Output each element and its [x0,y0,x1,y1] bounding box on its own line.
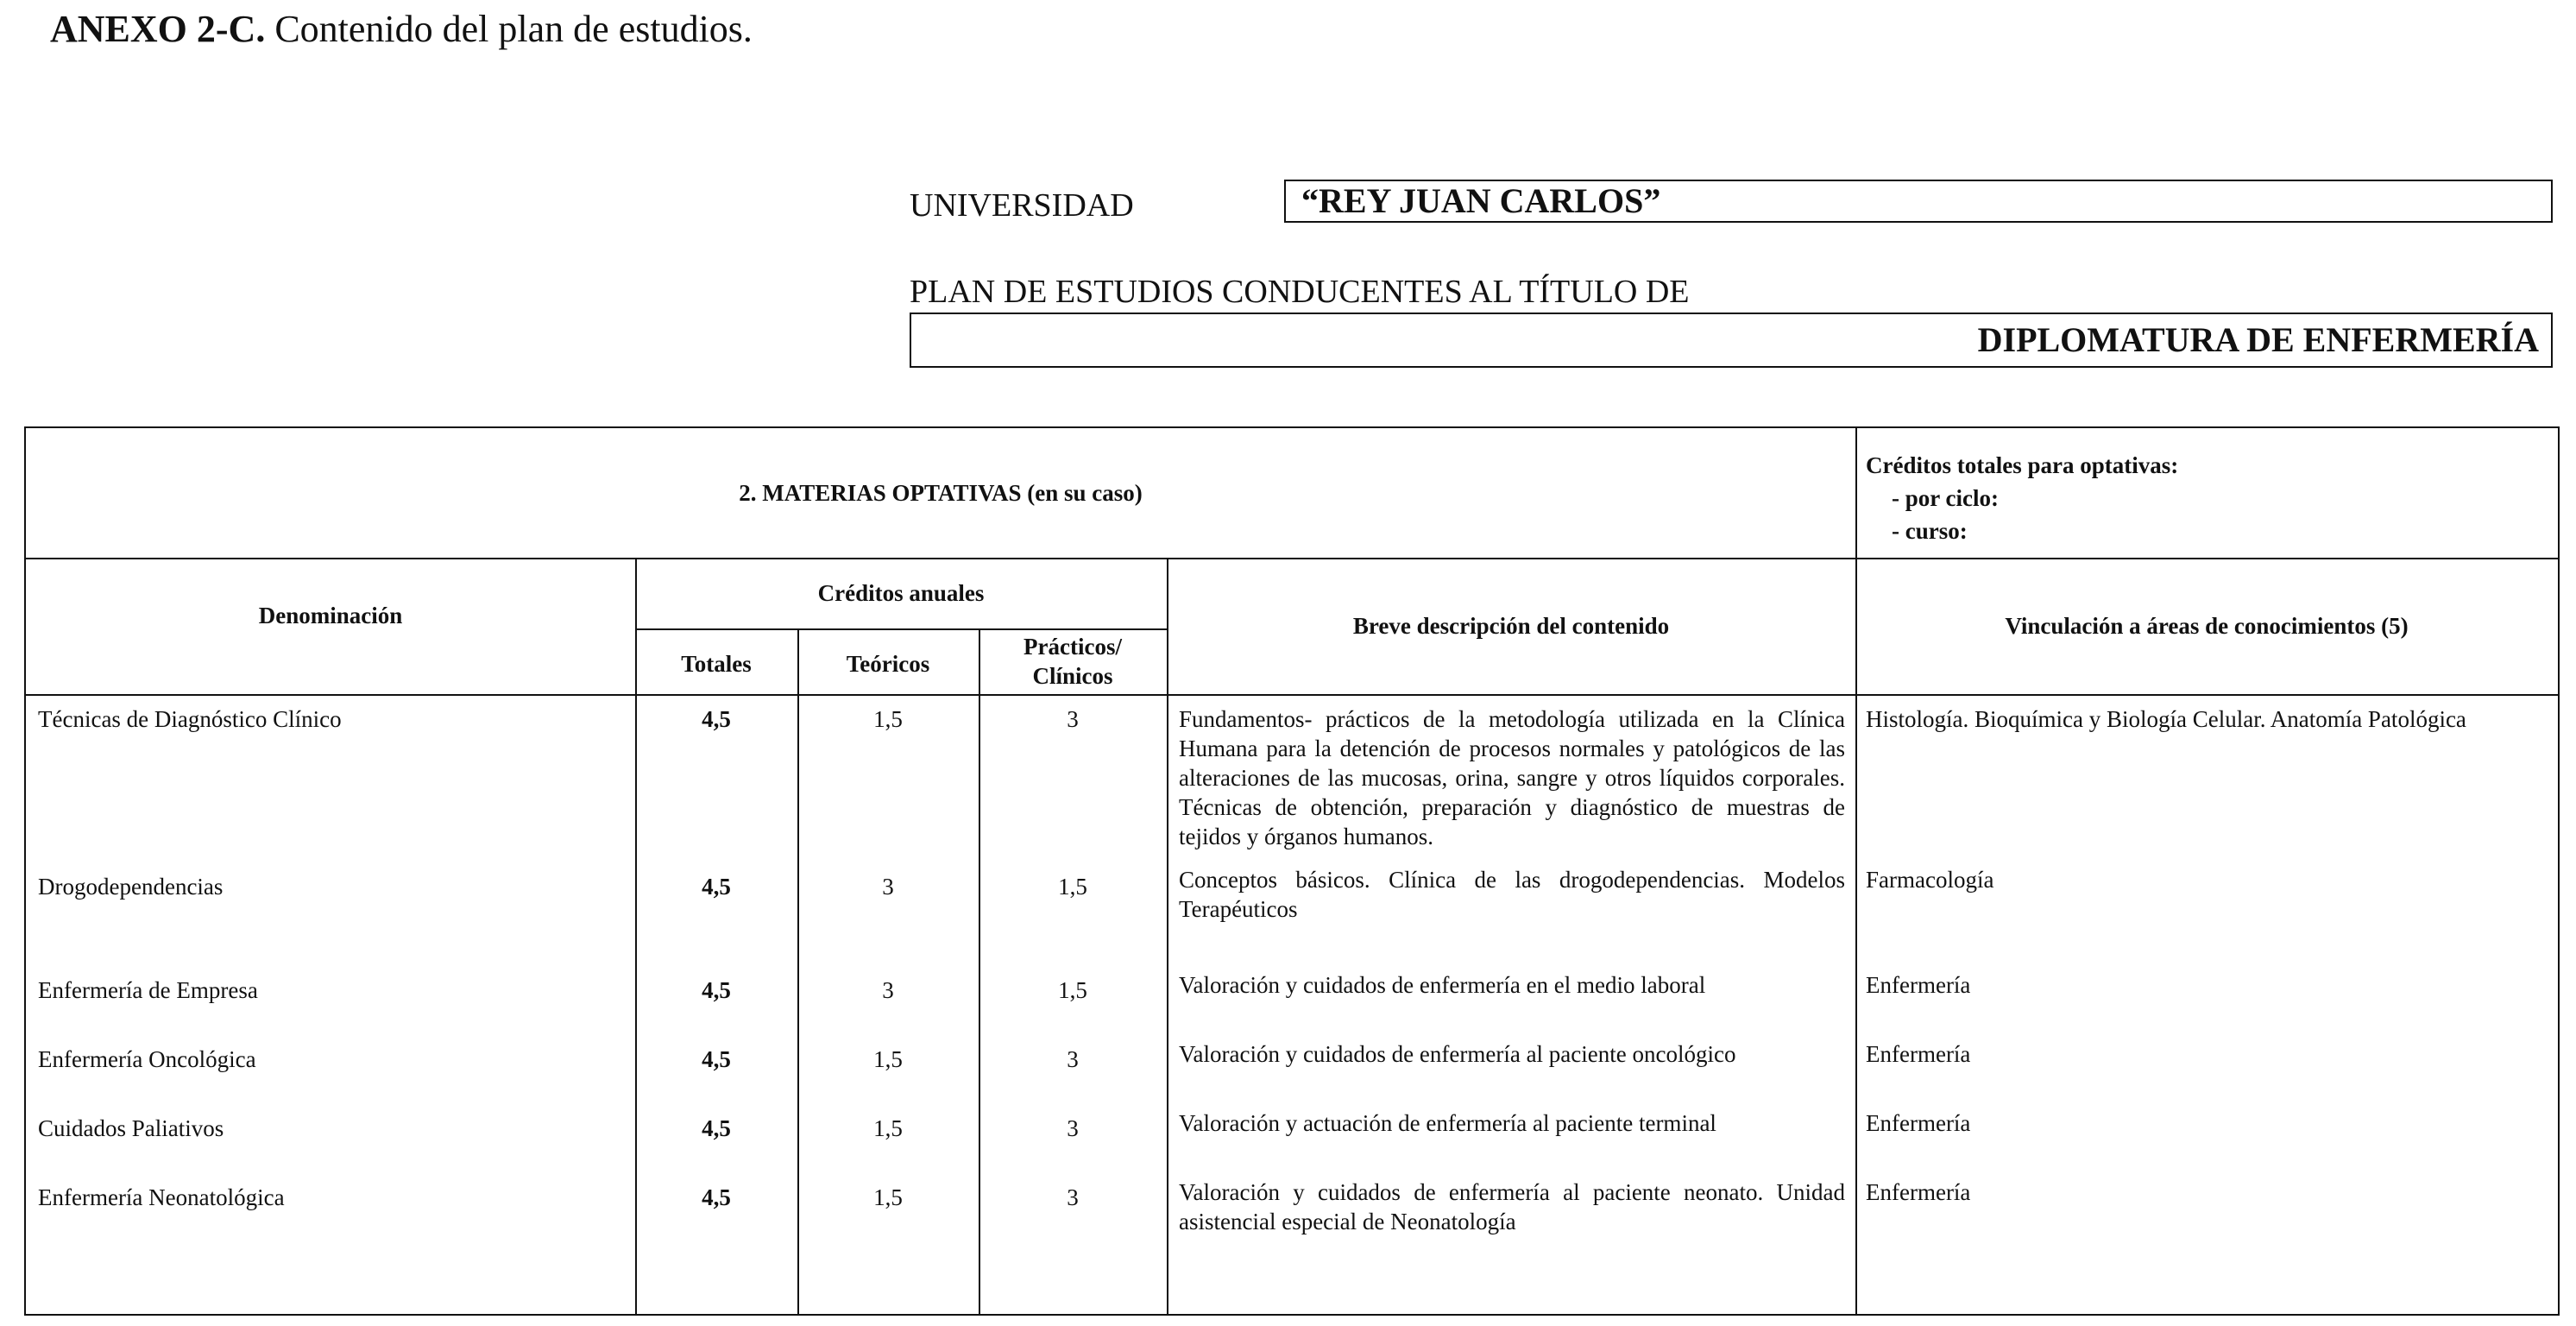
credits-info-per-cycle: - por ciclo: [1892,485,1999,511]
annex-title: Contenido del plan de estudios. [274,8,753,50]
row-6-practicos: 3 [1067,1184,1079,1210]
col-header-vinculacion: Vinculación a áreas de conocimientos (5) [2005,613,2409,639]
university-label: UNIVERSIDAD [910,187,1134,224]
row-5-denominacion: Cuidados Paliativos [38,1115,224,1141]
row-3-denominacion: Enfermería de Empresa [38,977,258,1003]
col-header-creditos-anuales: Créditos anuales [817,580,985,606]
optional-subjects-table [24,426,2560,1316]
row-4-denominacion: Enfermería Oncológica [38,1046,256,1072]
row-3-totales: 4,5 [702,977,731,1003]
row-1-practicos: 3 [1067,706,1079,732]
credits-info-title: Créditos totales para optativas: [1866,452,2179,478]
col-header-practicos [979,632,1167,691]
row-2-teoricos: 3 [882,874,894,900]
row-4-vinculacion: Enfermería [1866,1041,1971,1067]
row-2-practicos: 1,5 [1058,874,1087,900]
row-1-denominacion: Técnicas de Diagnóstico Clínico [38,706,342,732]
col-header-practicos-line2: Clínicos [1032,663,1113,689]
row-1-totales: 4,5 [702,706,731,732]
col-header-teoricos: Teóricos [846,651,930,677]
row-2-vinculacion: Farmacología [1866,867,1994,893]
col-header-totales: Totales [681,651,752,677]
row-2-denominacion: Drogodependencias [38,874,224,900]
row-1-teoricos: 1,5 [873,706,903,732]
row-6-denominacion: Enfermería Neonatológica [38,1184,285,1210]
annex-code: ANEXO 2-C. [50,8,266,50]
row-3-vinculacion: Enfermería [1866,972,1971,998]
section-title: 2. MATERIAS OPTATIVAS (en su caso) [739,480,1143,506]
col-header-descripcion: Breve descripción del contenido [1352,613,1670,639]
row-4-teoricos: 1,5 [873,1046,903,1072]
page-heading [50,7,753,51]
row-6-vinculacion: Enfermería [1866,1179,1971,1205]
col-header-denominacion: Denominación [258,603,403,628]
row-5-totales: 4,5 [702,1115,731,1141]
col-header-practicos-line1: Prácticos/ [1023,634,1122,660]
plan-label: PLAN DE ESTUDIOS CONDUCENTES AL TÍTULO DE [910,274,1690,310]
credits-info-per-course: - curso: [1892,518,1968,544]
row-2-totales: 4,5 [702,874,731,900]
plan-title-box: DIPLOMATURA DE ENFERMERÍA [910,313,2553,368]
table-rule [26,558,2558,559]
table-rule [1855,428,1857,1314]
row-5-teoricos: 1,5 [873,1115,903,1141]
row-3-practicos: 1,5 [1058,977,1087,1003]
row-2-descripcion: Conceptos básicos. Clínica de las drogodependencias. Modelos Terapéuticos [1179,867,1845,922]
row-3-teoricos: 3 [882,977,894,1003]
row-5-practicos: 3 [1067,1115,1079,1141]
row-6-descripcion: Valoración y cuidados de enfermería al paciente neonato. Unidad asistencial especial de Neonatología [1179,1179,1845,1234]
row-1-vinculacion: Histología. Bioquímica y Biología Celular. Anatomía Patológica [1866,706,2466,732]
row-1-descripcion: Fundamentos- prácticos de la metodología utilizada en la Clínica Humana para la detención de procesos normales y patológicos de las alteraciones de las mucosas, orina, sangre y otros líquidos corporales. Técnicas de obtención, preparación y diagnóstico de muestras de tejidos y órganos humanos. [1179,706,1845,849]
row-3-descripcion: Valoración y cuidados de enfermería en el medio laboral [1179,972,1706,998]
table-rule [635,628,1167,630]
row-4-descripcion: Valoración y cuidados de enfermería al paciente oncológico [1179,1041,1736,1067]
row-5-vinculacion: Enfermería [1866,1110,1971,1136]
row-4-totales: 4,5 [702,1046,731,1072]
table-rule [1167,558,1168,1314]
university-name-box: “REY JUAN CARLOS” [1284,180,2553,223]
row-6-totales: 4,5 [702,1184,731,1210]
table-rule [26,694,2558,696]
row-5-descripcion: Valoración y actuación de enfermería al paciente terminal [1179,1110,1716,1136]
row-6-teoricos: 1,5 [873,1184,903,1210]
row-4-practicos: 3 [1067,1046,1079,1072]
